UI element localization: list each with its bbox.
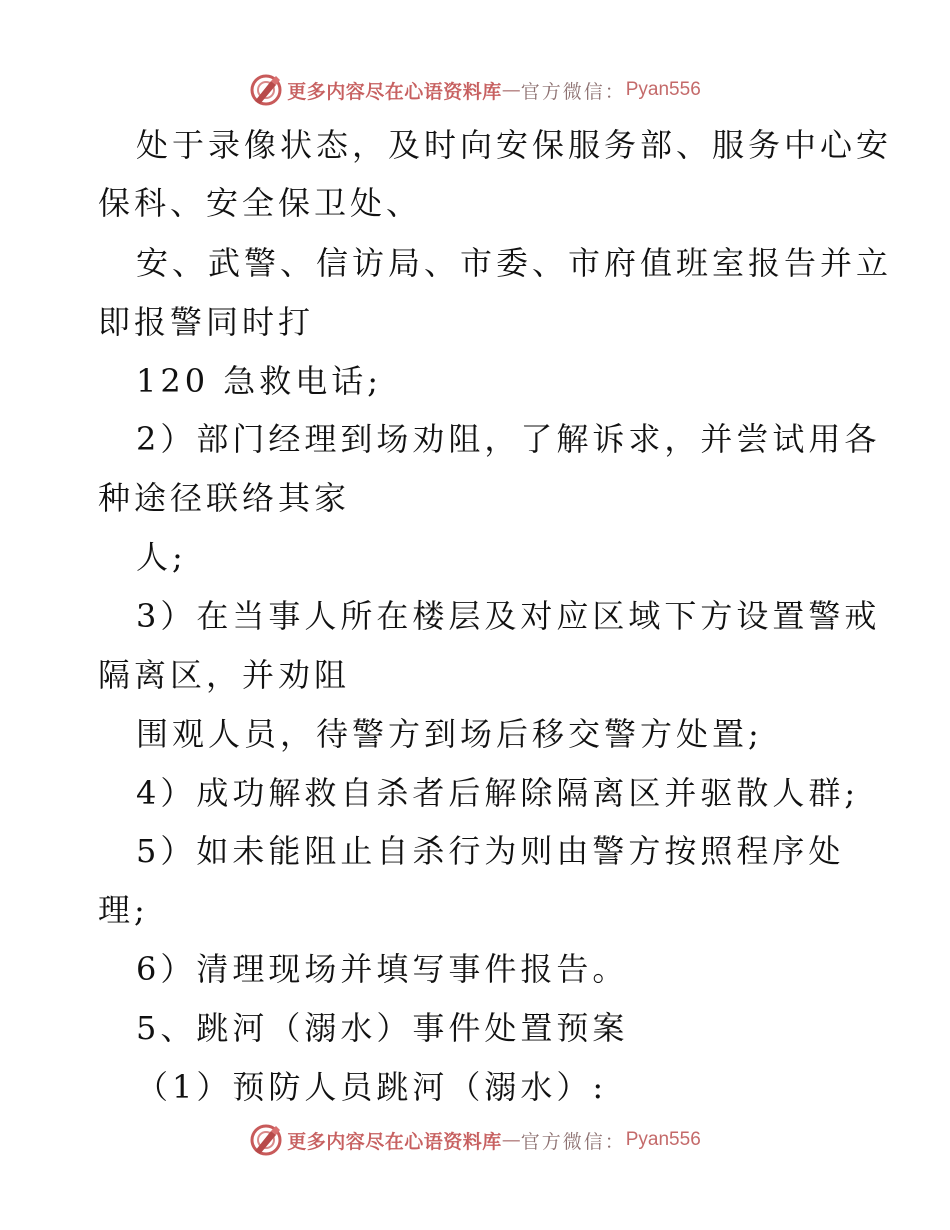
text-line: 人; — [136, 538, 187, 576]
text-line: 安、武警、信访局、市委、市府值班室报告并立 — [136, 244, 893, 282]
watermark-main-text: 更多内容尽在心语资料库 — [287, 1130, 502, 1153]
subsection-heading: （1）预防人员跳河（溺水）: — [136, 1068, 608, 1106]
text-line: 理; — [98, 891, 149, 929]
pen-logo-icon — [249, 73, 283, 107]
section-heading: 5、跳河（溺水）事件处置预案 — [136, 1009, 629, 1047]
watermark-wechat-id: Pyan556 — [625, 1129, 701, 1150]
text-line: 围观人员，待警方到场后移交警方处置; — [136, 715, 763, 753]
text-line: 3）在当事人所在楼层及对应区域下方设置警戒 — [136, 597, 881, 635]
text-line: 即报警同时打 — [98, 303, 315, 341]
text-line: 2）部门经理到场劝阻，了解诉求，并尝试用各 — [136, 420, 881, 458]
header-watermark — [0, 70, 950, 110]
text-line: 保科、安全保卫处、 — [98, 184, 423, 222]
watermark-separator: — — [501, 79, 521, 101]
footer-watermark — [0, 1120, 950, 1160]
watermark-official-label: 官方微信： — [520, 80, 626, 103]
watermark-main-text: 更多内容尽在心语资料库 — [287, 80, 502, 103]
text-line: 4）成功解救自杀者后解除隔离区并驱散人群; — [136, 774, 860, 812]
text-line: 120 急救电话; — [136, 362, 383, 400]
text-line: 种途径联络其家 — [98, 479, 351, 517]
watermark-separator: — — [501, 1129, 521, 1151]
watermark-official-label: 官方微信： — [520, 1130, 626, 1153]
text-line: 处于录像状态，及时向安保服务部、服务中心安 — [136, 126, 893, 164]
watermark-wechat-id: Pyan556 — [625, 79, 701, 100]
pen-logo-icon — [249, 1123, 283, 1157]
text-line: 隔离区，并劝阻 — [98, 656, 351, 694]
text-line: 5）如未能阻止自杀行为则由警方按照程序处 — [136, 832, 845, 870]
text-line: 6）清理现场并填写事件报告。 — [136, 950, 629, 988]
